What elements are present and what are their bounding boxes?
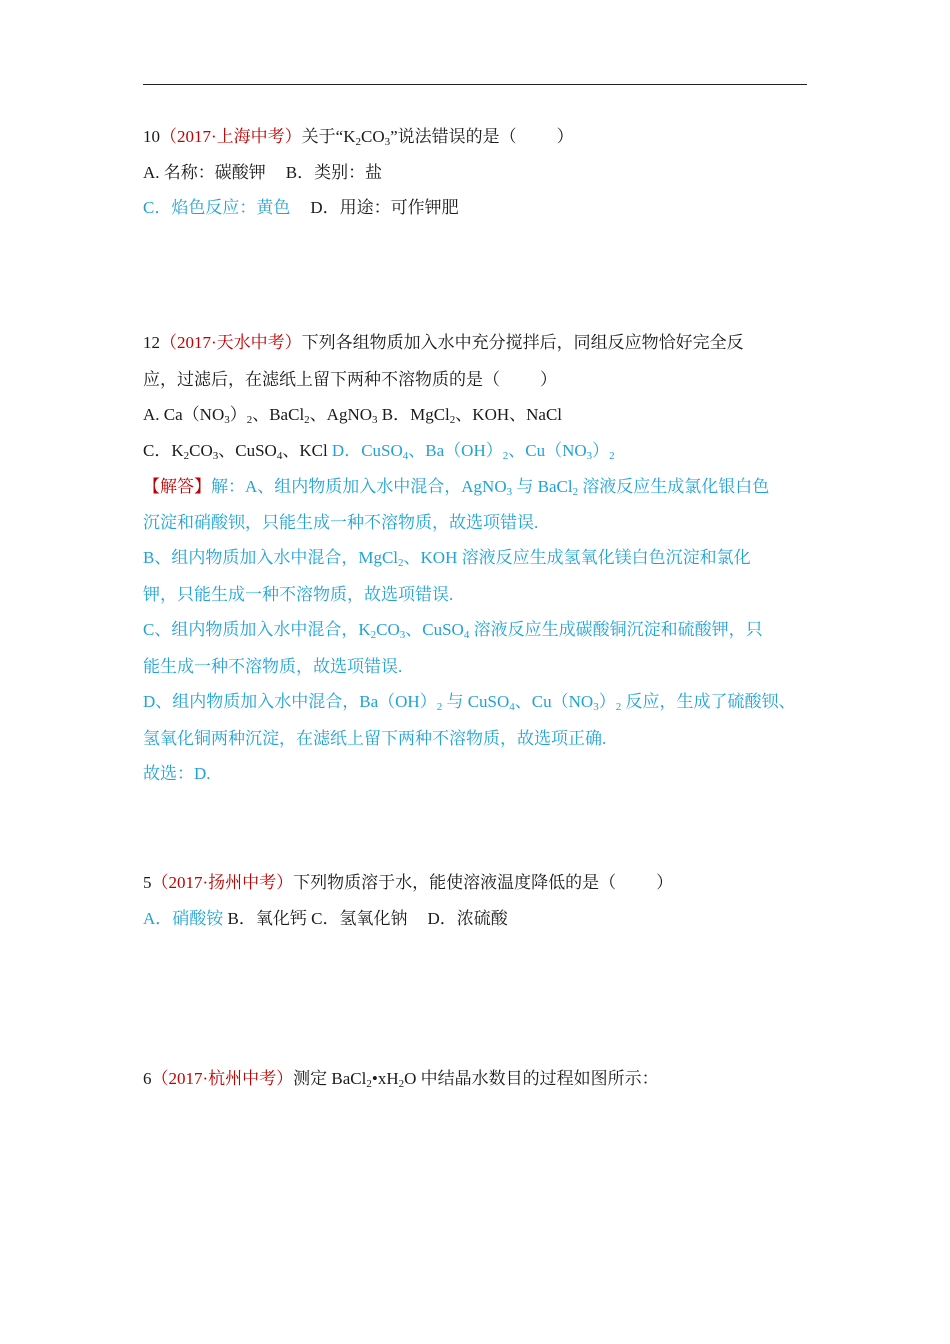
q10-options-cd bbox=[143, 197, 459, 219]
header-rule bbox=[143, 84, 807, 85]
q12-option-a: A. $Ca(NO_3)_2$、BaCl$_2$、AgNO$_3$ bbox=[143, 405, 378, 426]
q12-option-b: B．MgCl$_2$、KOH、NaCl bbox=[377, 405, 563, 426]
q12-solution-b-line2: 钾，只能生成一种不溶物质，故选项错误. bbox=[143, 585, 454, 604]
q5-options bbox=[143, 908, 508, 930]
q10-source: （2017·上海中考） bbox=[160, 127, 302, 146]
q5-stem: 5（2017·扬州中考）下列物质溶于水，能使溶液温度降低的是（ ） bbox=[143, 873, 674, 892]
q5-option-b: B．氧化钙 bbox=[223, 909, 307, 928]
q12-options-cd bbox=[143, 440, 615, 462]
q10-options-ab bbox=[143, 162, 382, 184]
q10-option-b: B．类别：盐 bbox=[285, 163, 383, 182]
q12-solution-d-line1: D、组内物质加入水中混合，$Ba(OH)_2$ 与 CuSO$_4$、$Cu(NO_3)_2$ 反应，生成了硫酸钡、 bbox=[143, 692, 796, 713]
q6-stem: 6（2017·杭州中考）测定 $BaCl_2•xH_2O$ 中结晶水数目的过程如图所示： bbox=[143, 1069, 659, 1090]
q12-solution-d-line2: 氢氧化铜两种沉淀，在滤纸上留下两种不溶物质，故选项正确. bbox=[143, 729, 607, 748]
q10-option-a: A. 名称：碳酸钾 bbox=[143, 163, 266, 182]
q5-number: 5 bbox=[143, 873, 152, 892]
q5-option-d: D．浓硫酸 bbox=[427, 909, 508, 928]
q6-number: 6 bbox=[143, 1069, 152, 1088]
q10-option-d: D．用途：可作钾肥 bbox=[310, 198, 459, 217]
q12-solution-final: 故选：D. bbox=[143, 764, 211, 783]
q12-stem-line1: 12（2017·天水中考）下列各组物质加入水中充分搅拌后，同组反应物恰好完全反 bbox=[143, 333, 744, 352]
q10-stem: 10（2017·上海中考）关于“$K_2CO_3$”说法错误的是（ ） bbox=[143, 127, 574, 148]
q12-solution-c-line1: C、组内物质加入水中混合，$K_2CO_3$、CuSO$_4$ 溶液反应生成碳酸铜沉淀和硫酸钾，只 bbox=[143, 620, 763, 641]
q12-stem-line2: 应，过滤后，在滤纸上留下两种不溶物质的是（ ） bbox=[143, 370, 557, 389]
solution-label: 【解答】 bbox=[143, 477, 211, 496]
q5-source: （2017·扬州中考） bbox=[151, 873, 294, 892]
q12-option-d-answer: D．CuSO$_4$、$Ba(OH)_2$、$Cu(NO_3)_2$ bbox=[327, 441, 615, 462]
q12-number: 12 bbox=[143, 333, 160, 352]
q10-option-c-answer: C．焰色反应：黄色 bbox=[143, 198, 291, 217]
q12-solution-a-line2: 沉淀和硝酸钡，只能生成一种不溶物质，故选项错误. bbox=[143, 513, 539, 532]
q12-solution-b-line1: B、组内物质加入水中混合，MgCl$_2$、KOH 溶液反应生成氢氧化镁白色沉淀和氯化 bbox=[143, 548, 751, 569]
q12-source: （2017·天水中考） bbox=[160, 333, 302, 352]
q10-number: 10 bbox=[143, 127, 160, 146]
q5-option-c: C．氢氧化钠 bbox=[306, 909, 408, 928]
q12-solution-a-line1: 【解答】解：A、组内物质加入水中混合，AgNO$_3$ 与 BaCl$_2$ 溶液反应生成氯化银白色 bbox=[143, 477, 770, 498]
q5-option-a-answer: A．硝酸铵 bbox=[143, 909, 224, 928]
q12-option-c: C．$K_2CO_3$、CuSO$_4$、KCl bbox=[143, 441, 328, 462]
q6-source: （2017·杭州中考） bbox=[151, 1069, 294, 1088]
q12-options-ab bbox=[143, 404, 562, 426]
q12-solution-c-line2: 能生成一种不溶物质，故选项错误. bbox=[143, 657, 403, 676]
